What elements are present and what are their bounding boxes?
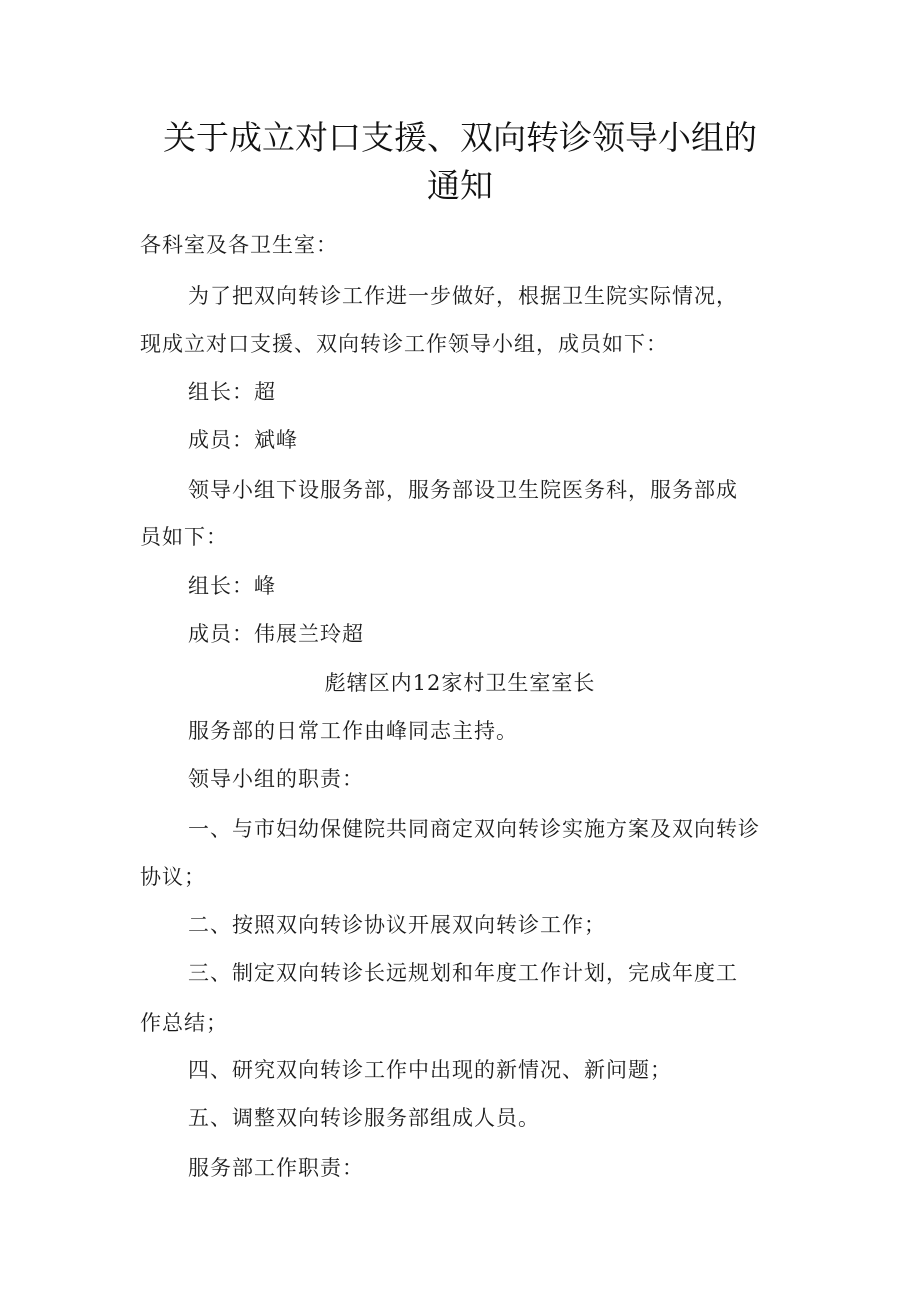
- document-title-line1: 关于成立对口支援、双向转诊领导小组的: [163, 118, 757, 157]
- service-members-extra: 彪辖区内12家村卫生室室长: [324, 671, 596, 695]
- duty-item-1-line2: 协议；: [140, 865, 206, 889]
- duties-heading: 领导小组的职责：: [188, 767, 364, 791]
- leader-group-members: 成员：斌峰: [188, 428, 298, 452]
- duty-item-3-line2: 作总结；: [140, 1011, 228, 1035]
- service-duties-heading: 服务部工作职责：: [188, 1156, 364, 1180]
- service-intro-line2: 员如下：: [140, 525, 228, 549]
- service-members: 成员：伟展兰玲超: [188, 622, 364, 646]
- intro-paragraph-line2: 现成立对口支援、双向转诊工作领导小组，成员如下：: [140, 332, 668, 356]
- leader-group-head: 组长：超: [188, 380, 276, 404]
- duty-item-2: 二、按照双向转诊协议开展双向转诊工作；: [188, 913, 606, 937]
- duty-item-3-line1: 三、制定双向转诊长远规划和年度工作计划，完成年度工: [188, 961, 738, 985]
- intro-paragraph-line1: 为了把双向转诊工作进一步做好，根据卫生院实际情况，: [188, 284, 738, 308]
- salutation: 各科室及各卫生室：: [140, 233, 338, 257]
- daily-work-paragraph: 服务部的日常工作由峰同志主持。: [188, 719, 518, 743]
- duty-item-5: 五、调整双向转诊服务部组成人员。: [188, 1106, 540, 1130]
- document-title-line2: 通知: [427, 166, 493, 205]
- service-intro-line1: 领导小组下设服务部，服务部设卫生院医务科，服务部成: [188, 478, 738, 502]
- service-head: 组长：峰: [188, 574, 276, 598]
- duty-item-4: 四、研究双向转诊工作中出现的新情况、新问题；: [188, 1058, 672, 1082]
- duty-item-1-line1: 一、与市妇幼保健院共同商定双向转诊实施方案及双向转诊: [188, 817, 760, 841]
